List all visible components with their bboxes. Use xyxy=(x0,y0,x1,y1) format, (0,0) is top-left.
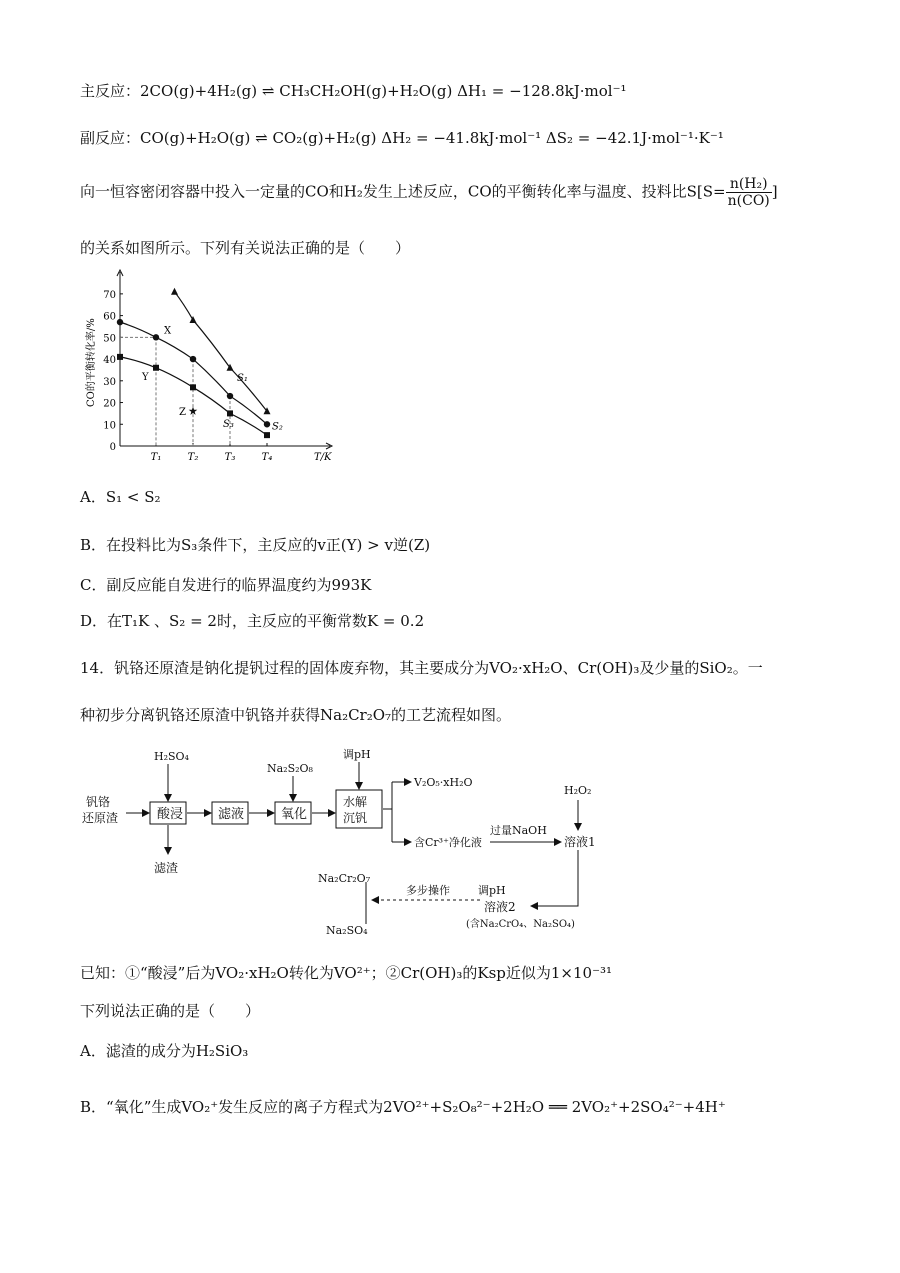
x-axis-label: T/K xyxy=(314,452,332,463)
q14-option-a[interactable]: A．滤渣的成分为H₂SiO₃ xyxy=(80,1042,249,1060)
x-tick-label: T₄ xyxy=(261,452,273,463)
q13-stem-line2: 的关系如图所示。下列有关说法正确的是（ ） xyxy=(80,239,411,257)
adjust-ph-label: 调pH xyxy=(343,748,371,761)
star-marker xyxy=(189,407,198,415)
co-conversion-chart xyxy=(80,268,340,468)
oxidize-label: 氧化 xyxy=(281,807,308,822)
y-tick-label: 60 xyxy=(103,311,116,323)
solution2-note: (含Na₂CrO₄、Na₂SO₄) xyxy=(466,919,575,930)
chart-series xyxy=(117,288,283,438)
residue-label: 滤渣 xyxy=(154,861,179,875)
fraction-numerator: n(H₂) xyxy=(726,176,772,193)
y-tick-label: 50 xyxy=(103,333,116,345)
q14-stem-line1: 14．钒铬还原渣是钠化提钒过程的固体废弃物，其主要成分为VO₂·xH₂O、Cr(OH)₃及少量的SiO₂。一 xyxy=(80,659,763,677)
y-tick-label: 0 xyxy=(109,442,116,453)
circle-marker xyxy=(227,393,233,399)
series-label-3: S₃ xyxy=(223,419,234,431)
triangle-marker xyxy=(190,316,197,323)
q13-stem-text: 向一恒容密闭容器中投入一定量的CO和H₂发生上述反应，CO的平衡转化率与温度、投料比S[S= xyxy=(80,182,726,201)
na2cr2o7-product: Na₂Cr₂O₇ xyxy=(318,872,371,885)
q13-stem-line1 xyxy=(80,176,778,209)
y-axis-label: CO的平衡转化率/% xyxy=(86,318,97,407)
q13-stem-end: ] xyxy=(771,182,778,201)
x-tick-label: T₃ xyxy=(224,452,236,463)
raw-material-line1: 钒铬 xyxy=(86,795,111,809)
solution2-label: 溶液2 xyxy=(484,900,516,914)
raw-material-line2: 还原渣 xyxy=(82,811,119,825)
filtrate-label: 滤液 xyxy=(218,807,245,822)
y-tick-label: 20 xyxy=(103,398,116,410)
y-tick-label: 10 xyxy=(103,420,116,432)
q14-option-b[interactable]: B．“氧化”生成VO₂⁺发生反应的离子方程式为2VO²⁺+S₂O₈²⁻+2H₂O ══ 2VO₂⁺+2SO₄²⁻+4H⁺ xyxy=(80,1098,726,1116)
q13-option-c[interactable]: C．副反应能自发进行的临界温度约为993K xyxy=(80,576,372,594)
side-reaction: 副反应：CO(g)+H₂O(g) ⇌ CO₂(g)+H₂(g) ΔH₂ = −41.8kJ·mol⁻¹ ΔS₂ = −42.1J·mol⁻¹·K⁻¹ xyxy=(80,129,724,147)
multi-step-label: 多步操作 xyxy=(406,884,450,897)
q14-known: 已知：①“酸浸”后为VO₂·xH₂O转化为VO²⁺；②Cr(OH)₃的Ksp近似为1×10⁻³¹ xyxy=(80,964,613,982)
na2s2o8-label: Na₂S₂O₈ xyxy=(267,762,313,775)
chart-guides xyxy=(120,337,230,446)
y-tick-label: 30 xyxy=(103,376,116,388)
fraction-denominator: n(CO) xyxy=(727,193,770,209)
q13-option-b[interactable]: B．在投料比为S₃条件下，主反应的v正(Y) > v逆(Z) xyxy=(80,536,431,554)
point-x-label: X xyxy=(164,325,172,337)
x-tick-label: T₂ xyxy=(187,452,199,463)
square-marker xyxy=(264,432,270,438)
q13-option-d[interactable]: D．在T₁K 、S₂ = 2时，主反应的平衡常数K = 0.2 xyxy=(80,612,425,630)
h2o2-label: H₂O₂ xyxy=(564,784,592,797)
v2o5-product: V₂O₅·xH₂O xyxy=(414,776,473,789)
circle-marker xyxy=(153,334,159,340)
square-marker xyxy=(153,365,159,371)
series-line-1 xyxy=(175,292,268,412)
hydrolysis-line1: 水解 xyxy=(343,795,368,809)
ratio-fraction xyxy=(726,176,772,209)
process-flow-diagram xyxy=(80,742,600,942)
square-marker xyxy=(190,384,196,390)
y-tick-label: 70 xyxy=(103,289,116,301)
series-label-2: S₂ xyxy=(272,421,283,433)
arrow-to-solution2 xyxy=(531,850,578,906)
na2so4-product: Na₂SO₄ xyxy=(326,924,368,937)
q14-stem-line2: 种初步分离钒铬还原渣中钒铬并获得Na₂Cr₂O₇的工艺流程如图。 xyxy=(80,706,512,724)
q13-option-a[interactable]: A．S₁ < S₂ xyxy=(80,488,161,506)
square-marker xyxy=(227,410,233,416)
circle-marker xyxy=(190,356,196,362)
point-z-label: Z xyxy=(179,407,186,419)
x-tick-label: T₁ xyxy=(150,452,162,463)
q14-question: 下列说法正确的是（ ） xyxy=(80,1002,261,1020)
cr-liquid-label: 含Cr³⁺净化液 xyxy=(414,836,482,849)
chart-axes xyxy=(84,270,332,463)
chart-points xyxy=(141,325,197,418)
circle-marker xyxy=(117,319,123,325)
circle-marker xyxy=(264,421,270,427)
point-y-label: Y xyxy=(142,371,149,383)
hydrolysis-line2: 沉钒 xyxy=(343,811,368,825)
h2so4-label: H₂SO₄ xyxy=(154,750,189,763)
excess-naoh-label: 过量NaOH xyxy=(490,824,547,837)
square-marker xyxy=(117,354,123,360)
solution1-label: 溶液1 xyxy=(564,835,596,849)
adjust-ph2-label: 调pH xyxy=(478,884,506,897)
series-label-1: S₁ xyxy=(237,373,248,385)
triangle-marker xyxy=(171,288,178,295)
y-tick-label: 40 xyxy=(103,355,116,367)
acid-leach-label: 酸浸 xyxy=(157,807,184,822)
main-reaction: 主反应：2CO(g)+4H₂(g) ⇌ CH₃CH₂OH(g)+H₂O(g) ΔH₁ = −128.8kJ·mol⁻¹ xyxy=(80,82,627,100)
